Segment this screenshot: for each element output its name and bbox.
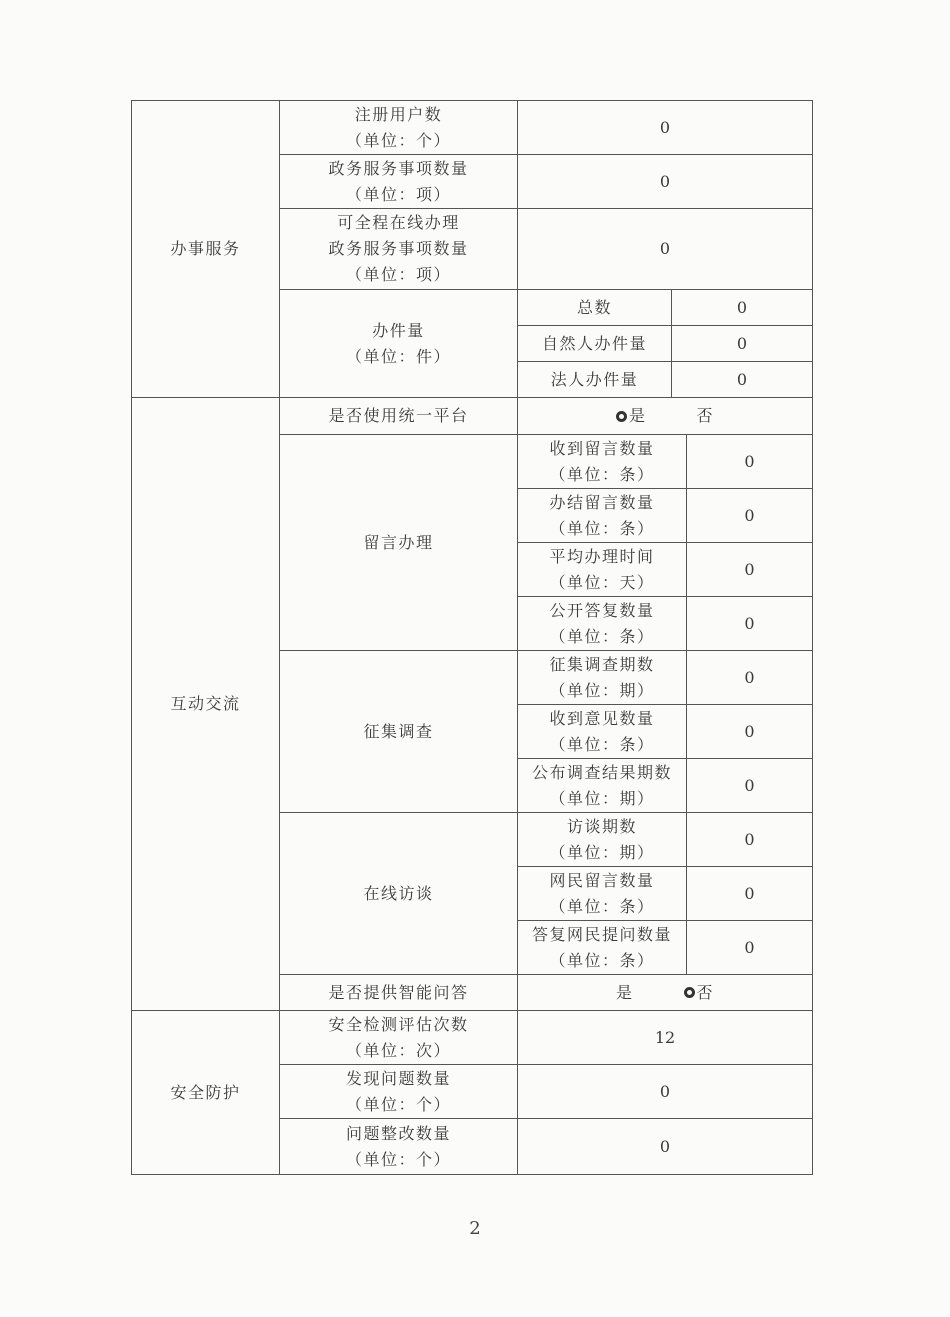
interview-row-value: 0 — [687, 921, 813, 975]
service-items-value: 0 — [518, 155, 813, 209]
unified-platform-no[interactable]: 否 — [696, 406, 715, 425]
cases-natural-value: 0 — [672, 326, 813, 362]
online-items-label: 可全程在线办理 政务服务事项数量 （单位：项） — [280, 209, 518, 290]
online-items-value: 0 — [518, 209, 813, 290]
radio-checked-icon — [684, 987, 695, 998]
page-number: 2 — [469, 1218, 481, 1239]
security-row-value: 12 — [518, 1011, 813, 1065]
cases-total-value: 0 — [672, 290, 813, 326]
message-row-label: 平均办理时间 （单位：天） — [518, 543, 687, 597]
table-row — [132, 101, 813, 155]
statistics-table — [131, 100, 813, 1175]
interview-row-label: 网民留言数量 （单位：条） — [518, 867, 687, 921]
message-row-value: 0 — [687, 543, 813, 597]
security-row-label: 安全检测评估次数 （单位：次） — [280, 1011, 518, 1065]
message-row-label: 收到留言数量 （单位：条） — [518, 435, 687, 489]
table-row — [132, 398, 813, 435]
survey-row-value: 0 — [687, 705, 813, 759]
cases-legal-label: 法人办件量 — [518, 362, 672, 398]
smart-qa-choice — [518, 975, 813, 1011]
cases-label: 办件量 （单位：件） — [280, 290, 518, 398]
security-row-value: 0 — [518, 1065, 813, 1119]
table-row — [132, 1011, 813, 1065]
survey-row-label: 收到意见数量 （单位：条） — [518, 705, 687, 759]
radio-checked-icon — [616, 411, 627, 422]
section-security: 安全防护 — [132, 1011, 280, 1175]
registered-users-value: 0 — [518, 101, 813, 155]
interview-row-value: 0 — [687, 867, 813, 921]
interview-row-label: 答复网民提问数量 （单位：条） — [518, 921, 687, 975]
security-row-label: 发现问题数量 （单位：个） — [280, 1065, 518, 1119]
interview-group-label: 在线访谈 — [280, 813, 518, 975]
security-row-label: 问题整改数量 （单位：个） — [280, 1119, 518, 1175]
message-row-value: 0 — [687, 597, 813, 651]
survey-row-label: 征集调查期数 （单位：期） — [518, 651, 687, 705]
survey-group-label: 征集调查 — [280, 651, 518, 813]
unified-platform-yes[interactable]: 是 — [616, 403, 647, 429]
cases-total-label: 总数 — [518, 290, 672, 326]
cases-natural-label: 自然人办件量 — [518, 326, 672, 362]
unified-platform-choice — [518, 398, 813, 435]
registered-users-label: 注册用户数 （单位：个） — [280, 101, 518, 155]
survey-row-value: 0 — [687, 651, 813, 705]
cases-legal-value: 0 — [672, 362, 813, 398]
message-row-label: 办结留言数量 （单位：条） — [518, 489, 687, 543]
interview-row-value: 0 — [687, 813, 813, 867]
smart-qa-no[interactable]: 否 — [684, 980, 715, 1006]
unified-platform-label: 是否使用统一平台 — [280, 398, 518, 435]
security-row-value: 0 — [518, 1119, 813, 1175]
section-service: 办事服务 — [132, 101, 280, 398]
smart-qa-label: 是否提供智能问答 — [280, 975, 518, 1011]
service-items-label: 政务服务事项数量 （单位：项） — [280, 155, 518, 209]
messages-group-label: 留言办理 — [280, 435, 518, 651]
message-row-label: 公开答复数量 （单位：条） — [518, 597, 687, 651]
smart-qa-yes[interactable]: 是 — [616, 982, 634, 1002]
section-interaction: 互动交流 — [132, 398, 280, 1011]
message-row-value: 0 — [687, 435, 813, 489]
survey-row-value: 0 — [687, 759, 813, 813]
survey-row-label: 公布调查结果期数 （单位：期） — [518, 759, 687, 813]
interview-row-label: 访谈期数 （单位：期） — [518, 813, 687, 867]
message-row-value: 0 — [687, 489, 813, 543]
